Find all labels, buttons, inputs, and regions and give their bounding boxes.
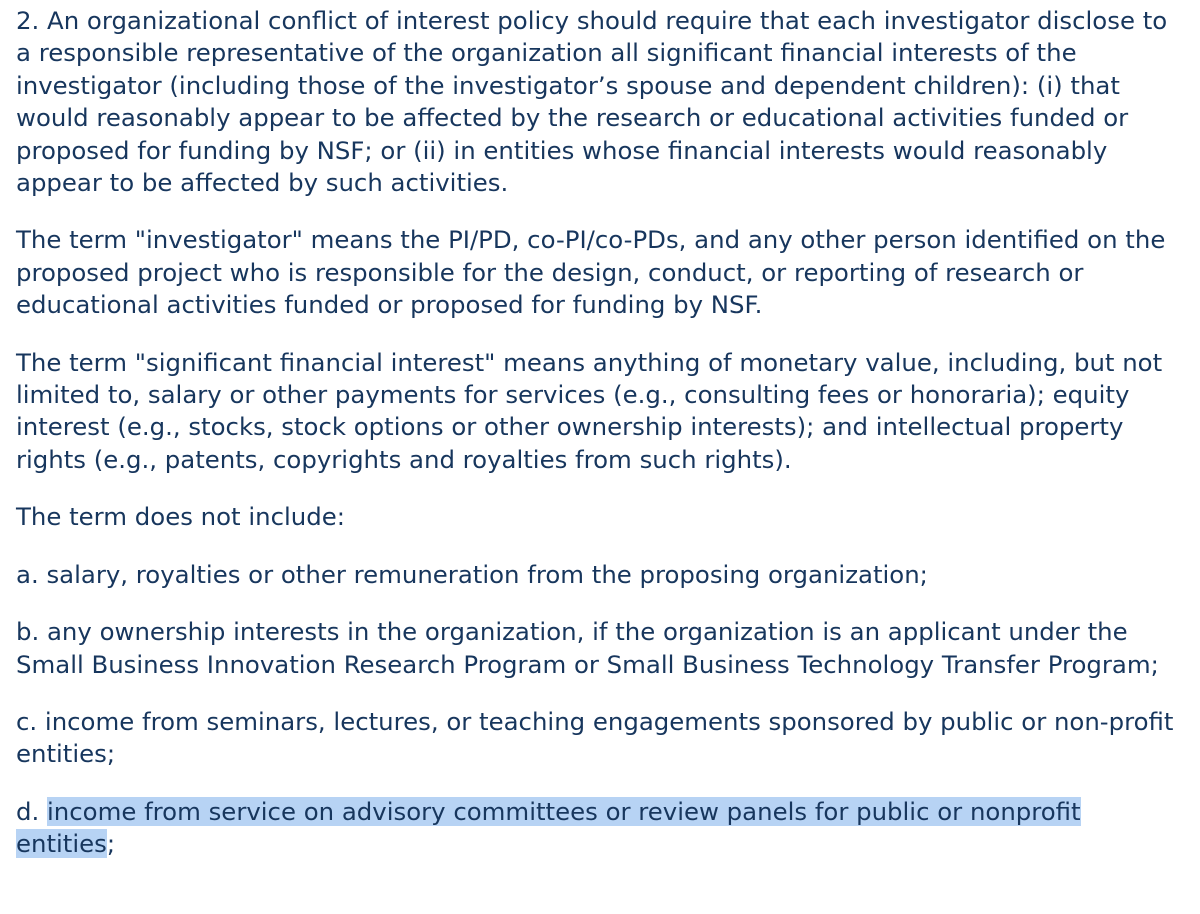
paragraph-policy: 2. An organizational conflict of interest policy should require that each investigator disclose to a responsible representative of the organization all significant financial interests of the investigator (including those of the investigator’s spouse and dependent children): (i) that would reasonably appear to be affected by the research or educational activities funded or proposed for funding by NSF; or (ii) in entities whose financial interests would reasonably appear to be affected by such activities. <box>16 6 1168 198</box>
list-item-d[interactable] <box>16 796 1184 861</box>
paragraph-investigator-definition: The term "investigator" means the PI/PD, co-PI/co-PDs, and any other person identified on the proposed project who is responsible for the design, conduct, or reporting of research or educational activities funded or proposed for funding by NSF. <box>16 225 1166 320</box>
list-item-d-suffix: ; <box>106 829 116 859</box>
paragraph-significant-financial-interest: The term "significant financial interest" means anything of monetary value, including, but not limited to, salary or other payments for services (e.g., consulting fees or honoraria); equity interest (e.g., stocks, stock options or other ownership interests); and intellectual property rights (e.g., patents, copyrights and royalties from such rights). <box>16 347 1163 474</box>
list-item-a: a. salary, royalties or other remuneration from the proposing organization; <box>16 559 928 589</box>
list-item-c: c. income from seminars, lectures, or teaching engagements sponsored by public or non-profit entities; <box>16 706 1174 769</box>
document-body <box>16 5 1184 886</box>
list-item-b: b. any ownership interests in the organization, if the organization is an applicant under the Small Business Innovation Research Program or Small Business Technology Transfer Program; <box>16 617 1159 679</box>
paragraph-exclusions-intro: The term does not include: <box>16 502 345 532</box>
text-selection-highlight[interactable]: income from service on advisory committees or review panels for public or nonprofit entities <box>16 796 1081 859</box>
list-item-d-prefix: d. <box>16 796 47 826</box>
